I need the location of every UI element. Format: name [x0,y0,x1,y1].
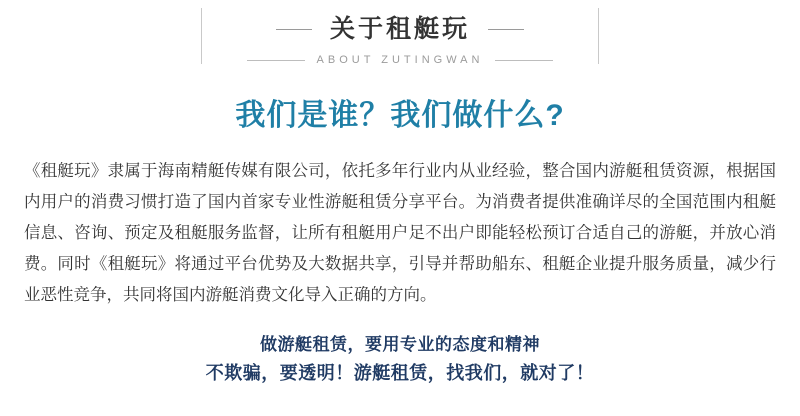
header-subtitle-row [247,54,554,66]
page-title: 关于租艇玩 [329,15,470,43]
slogan-block [0,331,800,387]
about-paragraph: 《租艇玩》隶属于海南精艇传媒有限公司，依托多年行业内从业经验，整合国内游艇租赁资源，根据国内用户的消费习惯打造了国内首家专业性游艇租赁分享平台。为消费者提供准确详尽的全国范围内租艇信息、咨询、预定及租艇服务监督，让所有租艇用户足不出户即能轻松预订合适自己的游艇，并放心消费。同时《租艇玩》将通过平台优势及大数据共享，引导并帮助船东、租艇企业提升服务质量，减少行业恶性竞争，共同将国内游艇消费文化导入正确的方向。 [24,162,776,304]
header-title-row [247,14,554,44]
slogan-line-2: 不欺骗，要透明！游艇租赁，找我们，就对了！ [205,363,595,383]
headline: 我们是谁？我们做什么? [235,99,565,132]
left-subrule-icon [247,60,305,61]
right-rule-icon [488,29,524,30]
page-subtitle: ABOUT ZUTINGWAN [316,54,484,66]
left-rule-icon [276,29,312,30]
header-frame [201,14,600,66]
slogan-line-1: 做游艇租赁，要用专业的态度和精神 [260,335,540,354]
section-header [0,0,800,66]
right-subrule-icon [495,60,553,61]
